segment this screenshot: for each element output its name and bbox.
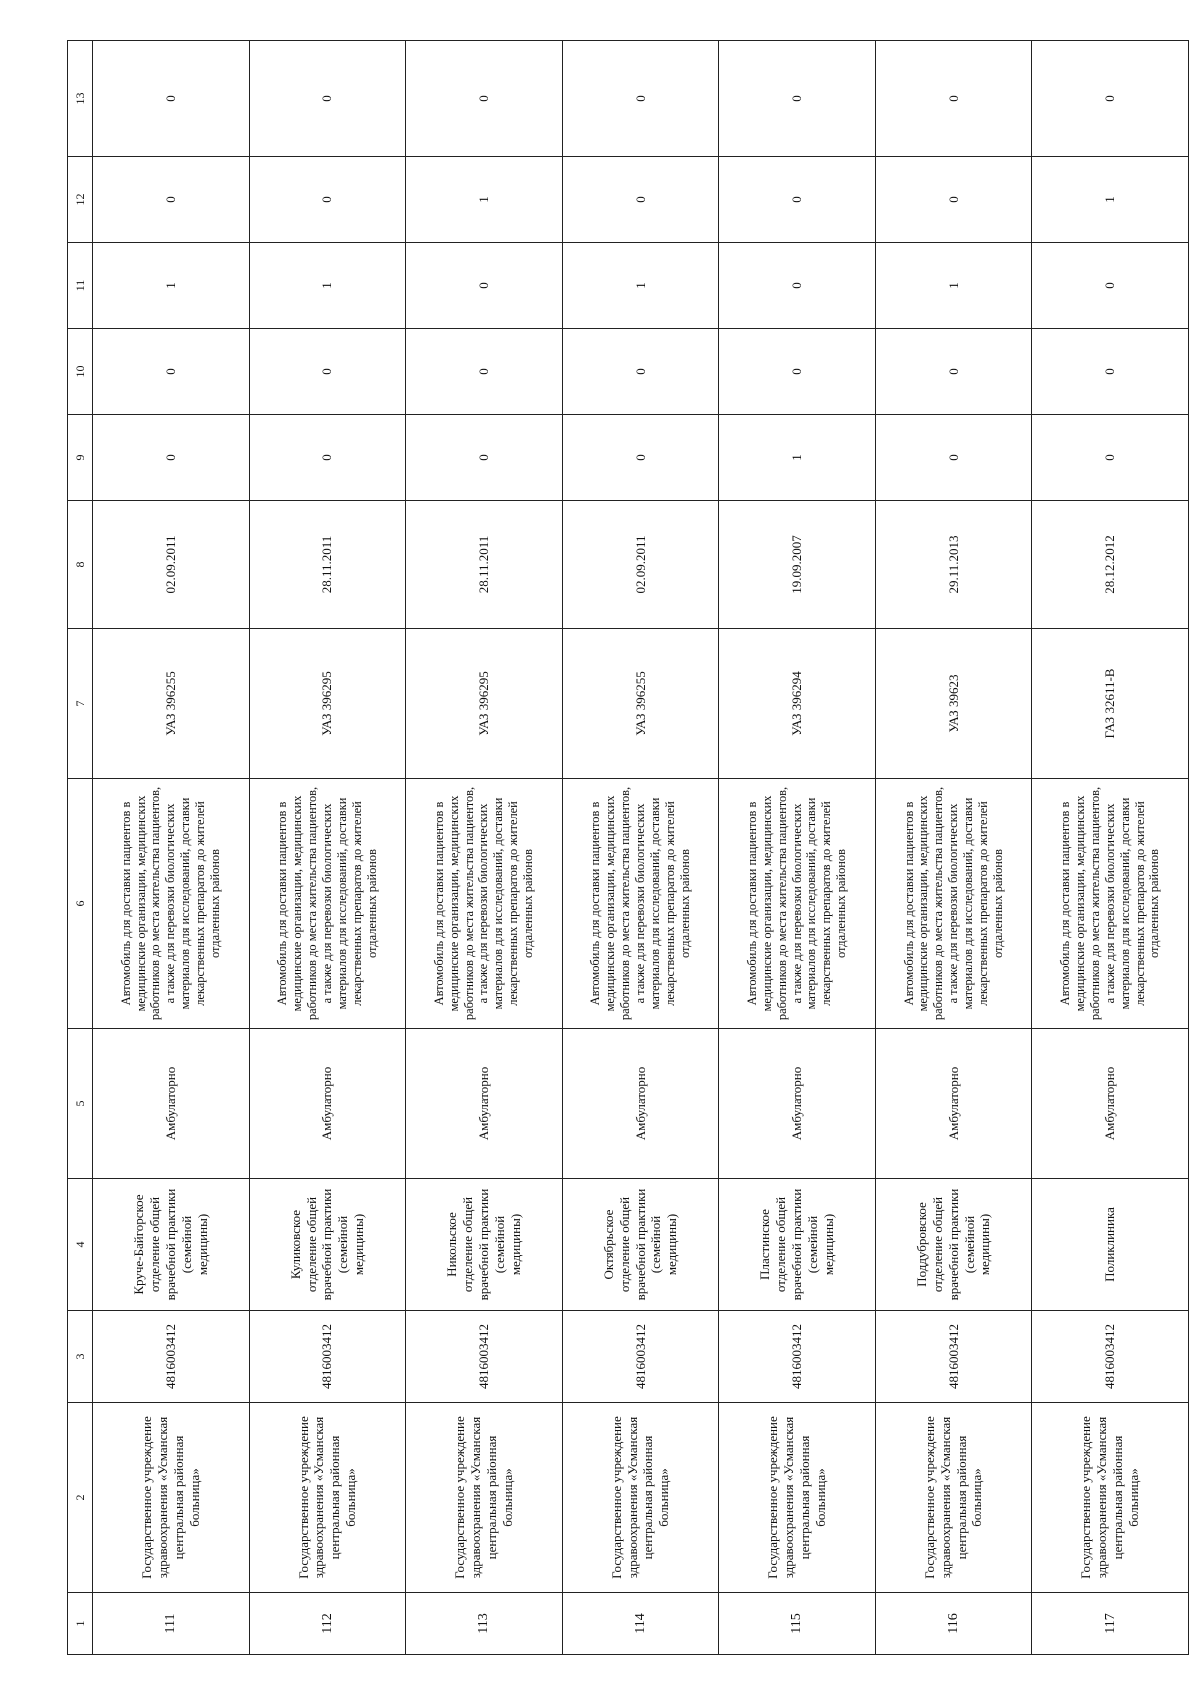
value-col-9: 1	[719, 415, 876, 501]
value-col-10: 0	[719, 329, 876, 415]
care-type: Амбулаторно	[719, 1029, 876, 1179]
value-col-11: 1	[562, 243, 719, 329]
row-number: 113	[406, 1593, 563, 1655]
vehicle-model: ГАЗ 32611-В	[1032, 629, 1189, 779]
value-col-13: 0	[93, 41, 250, 157]
vehicle-purpose: Автомобиль для доставки пациентов в медицинские организации, медицинских работников до места жительства пациентов, а также для перевозки биологических материалов для исследований, доставки лекарственных препаратов до жителей отдаленных районов	[93, 779, 250, 1029]
value-col-11: 1	[249, 243, 406, 329]
col-header-12: 12	[68, 157, 93, 243]
vehicle-purpose: Автомобиль для доставки пациентов в медицинские организации, медицинских работников до места жительства пациентов, а также для перевозки биологических материалов для исследований, доставки лекарственных препаратов до жителей отдаленных районов	[249, 779, 406, 1029]
care-type: Амбулаторно	[562, 1029, 719, 1179]
registration-date: 29.11.2013	[875, 501, 1032, 629]
value-col-12: 0	[249, 157, 406, 243]
col-header-5: 5	[68, 1029, 93, 1179]
value-col-10: 0	[1032, 329, 1189, 415]
value-col-13: 0	[249, 41, 406, 157]
registration-date: 28.11.2011	[406, 501, 563, 629]
inn-code: 4816003412	[562, 1311, 719, 1403]
value-col-13: 0	[875, 41, 1032, 157]
value-col-11: 0	[1032, 243, 1189, 329]
value-col-10: 0	[93, 329, 250, 415]
registration-date: 02.09.2011	[562, 501, 719, 629]
row-number: 114	[562, 1593, 719, 1655]
col-header-1: 1	[68, 1593, 93, 1655]
col-header-2: 2	[68, 1403, 93, 1593]
inn-code: 4816003412	[1032, 1311, 1189, 1403]
vehicle-purpose: Автомобиль для доставки пациентов в медицинские организации, медицинских работников до места жительства пациентов, а также для перевозки биологических материалов для исследований, доставки лекарственных препаратов до жителей отдаленных районов	[1032, 779, 1189, 1029]
unit-name: Никольское отделение общей врачебной практики (семейной медицины)	[406, 1179, 563, 1311]
row-number: 116	[875, 1593, 1032, 1655]
row-number: 117	[1032, 1593, 1189, 1655]
value-col-13: 0	[719, 41, 876, 157]
col-header-13: 13	[68, 41, 93, 157]
vehicle-purpose: Автомобиль для доставки пациентов в медицинские организации, медицинских работников до места жительства пациентов, а также для перевозки биологических материалов для исследований, доставки лекарственных препаратов до жителей отдаленных районов	[406, 779, 563, 1029]
col-header-11: 11	[68, 243, 93, 329]
inn-code: 4816003412	[406, 1311, 563, 1403]
care-type: Амбулаторно	[406, 1029, 563, 1179]
care-type: Амбулаторно	[1032, 1029, 1189, 1179]
value-col-9: 0	[249, 415, 406, 501]
value-col-9: 0	[93, 415, 250, 501]
vehicle-model: УАЗ 39623	[875, 629, 1032, 779]
table-row	[875, 41, 1032, 1655]
vehicle-purpose: Автомобиль для доставки пациентов в медицинские организации, медицинских работников до места жительства пациентов, а также для перевозки биологических материалов для исследований, доставки лекарственных препаратов до жителей отдаленных районов	[562, 779, 719, 1029]
unit-name: Куликовское отделение общей врачебной практики (семейной медицины)	[249, 1179, 406, 1311]
table-row	[1032, 41, 1189, 1655]
value-col-11: 0	[406, 243, 563, 329]
organization-name: Государственное учреждение здравоохранения «Усманская центральная районная больница»	[93, 1403, 250, 1593]
value-col-12: 1	[1032, 157, 1189, 243]
col-header-8: 8	[68, 501, 93, 629]
care-type: Амбулаторно	[875, 1029, 1032, 1179]
row-number: 115	[719, 1593, 876, 1655]
row-number: 112	[249, 1593, 406, 1655]
vehicle-model: УАЗ 396294	[719, 629, 876, 779]
table-row	[719, 41, 876, 1655]
registration-date: 28.12.2012	[1032, 501, 1189, 629]
table-row	[249, 41, 406, 1655]
table-row	[406, 41, 563, 1655]
rotated-table-wrapper	[67, 41, 1189, 1655]
organization-name: Государственное учреждение здравоохранения «Усманская центральная районная больница»	[406, 1403, 563, 1593]
row-number: 111	[93, 1593, 250, 1655]
unit-name: Октябрьское отделение общей врачебной практики (семейной медицины)	[562, 1179, 719, 1311]
value-col-12: 0	[93, 157, 250, 243]
value-col-12: 0	[562, 157, 719, 243]
inn-code: 4816003412	[719, 1311, 876, 1403]
vehicle-model: УАЗ 396255	[93, 629, 250, 779]
value-col-12: 0	[719, 157, 876, 243]
column-number-row	[68, 41, 93, 1655]
value-col-13: 0	[562, 41, 719, 157]
value-col-12: 1	[406, 157, 563, 243]
col-header-4: 4	[68, 1179, 93, 1311]
value-col-10: 0	[562, 329, 719, 415]
value-col-13: 0	[406, 41, 563, 157]
value-col-11: 1	[875, 243, 1032, 329]
unit-name: Поликлиника	[1032, 1179, 1189, 1311]
value-col-10: 0	[875, 329, 1032, 415]
organization-name: Государственное учреждение здравоохранения «Усманская центральная районная больница»	[562, 1403, 719, 1593]
unit-name: Круче-Байгорское отделение общей врачебной практики (семейной медицины)	[93, 1179, 250, 1311]
value-col-10: 0	[249, 329, 406, 415]
value-col-11: 0	[719, 243, 876, 329]
value-col-12: 0	[875, 157, 1032, 243]
registration-date: 28.11.2011	[249, 501, 406, 629]
vehicle-model: УАЗ 396295	[249, 629, 406, 779]
table-row	[562, 41, 719, 1655]
col-header-9: 9	[68, 415, 93, 501]
value-col-9: 0	[406, 415, 563, 501]
value-col-11: 1	[93, 243, 250, 329]
organization-name: Государственное учреждение здравоохранения «Усманская центральная районная больница»	[875, 1403, 1032, 1593]
vehicle-purpose: Автомобиль для доставки пациентов в медицинские организации, медицинских работников до места жительства пациентов, а также для перевозки биологических материалов для исследований, доставки лекарственных препаратов до жителей отдаленных районов	[875, 779, 1032, 1029]
inn-code: 4816003412	[875, 1311, 1032, 1403]
vehicles-table	[67, 40, 1189, 1655]
value-col-9: 0	[562, 415, 719, 501]
registration-date: 02.09.2011	[93, 501, 250, 629]
value-col-10: 0	[406, 329, 563, 415]
inn-code: 4816003412	[249, 1311, 406, 1403]
organization-name: Государственное учреждение здравоохранения «Усманская центральная районная больница»	[1032, 1403, 1189, 1593]
value-col-9: 0	[875, 415, 1032, 501]
col-header-10: 10	[68, 329, 93, 415]
unit-name: Поддубровское отделение общей врачебной практики (семейной медицины)	[875, 1179, 1032, 1311]
care-type: Амбулаторно	[93, 1029, 250, 1179]
vehicle-model: УАЗ 396295	[406, 629, 563, 779]
col-header-6: 6	[68, 779, 93, 1029]
unit-name: Пластинское отделение общей врачебной практики (семейной медицины)	[719, 1179, 876, 1311]
col-header-7: 7	[68, 629, 93, 779]
value-col-9: 0	[1032, 415, 1189, 501]
vehicle-model: УАЗ 396255	[562, 629, 719, 779]
care-type: Амбулаторно	[249, 1029, 406, 1179]
inn-code: 4816003412	[93, 1311, 250, 1403]
vehicle-purpose: Автомобиль для доставки пациентов в медицинские организации, медицинских работников до места жительства пациентов, а также для перевозки биологических материалов для исследований, доставки лекарственных препаратов до жителей отдаленных районов	[719, 779, 876, 1029]
organization-name: Государственное учреждение здравоохранения «Усманская центральная районная больница»	[249, 1403, 406, 1593]
value-col-13: 0	[1032, 41, 1189, 157]
col-header-3: 3	[68, 1311, 93, 1403]
table-body	[93, 41, 1189, 1655]
table-row	[93, 41, 250, 1655]
registration-date: 19.09.2007	[719, 501, 876, 629]
organization-name: Государственное учреждение здравоохранения «Усманская центральная районная больница»	[719, 1403, 876, 1593]
